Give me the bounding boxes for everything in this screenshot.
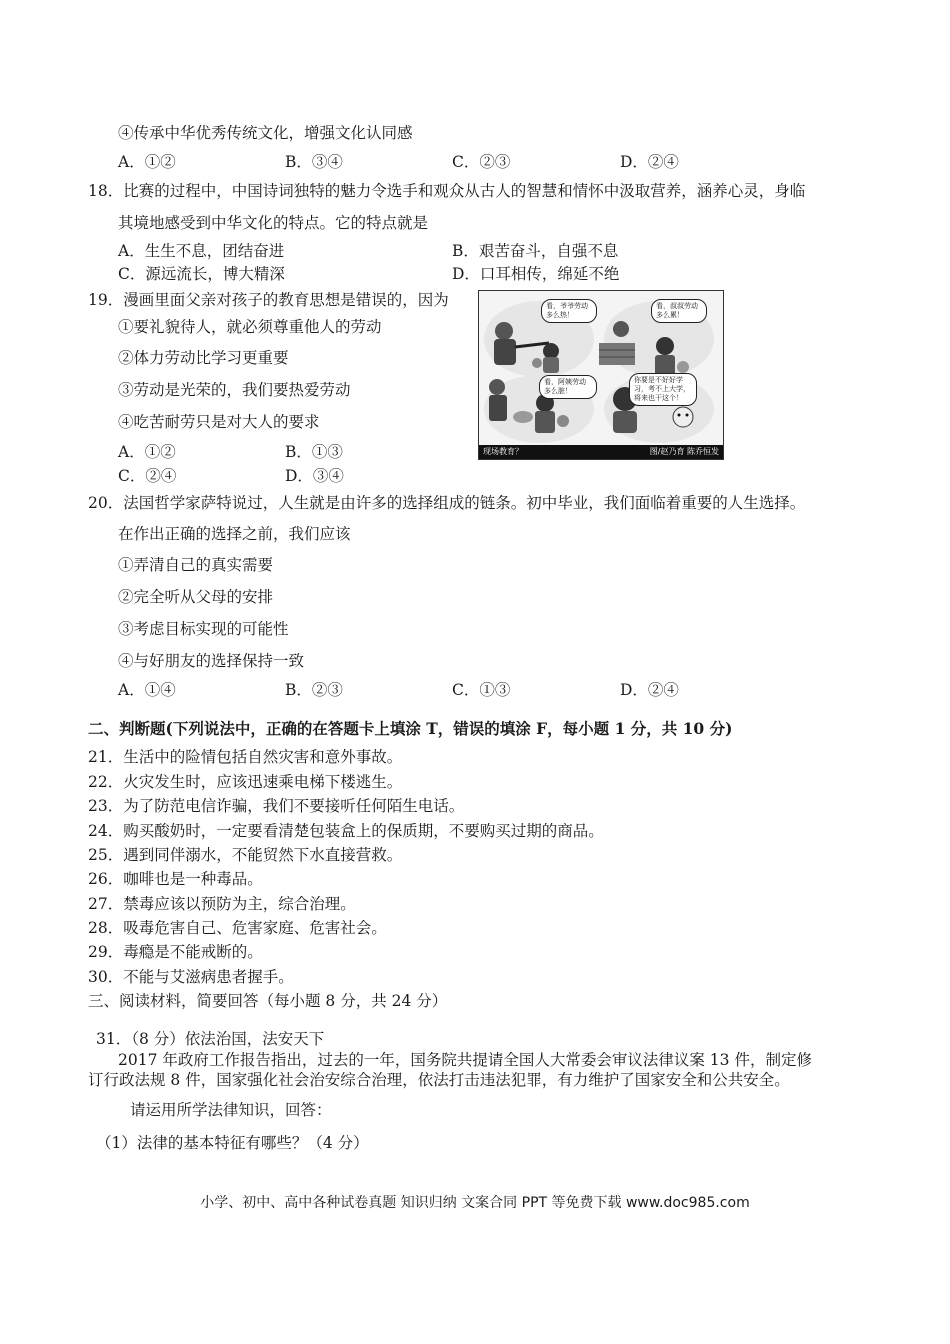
judgment-item-22: 22．火灾发生时，应该迅速乘电梯下楼逃生。 <box>88 773 403 791</box>
q17-option-b: B．③④ <box>285 153 343 171</box>
judgment-item-21: 21．生活中的险情包括自然灾害和意外事故。 <box>88 748 403 766</box>
q19-option-a: A．①② <box>118 443 176 461</box>
section2-heading: 二、判断题(下列说法中，正确的在答题卡上填涂 T，错误的填涂 F，每小题 1 分，共 10 分) <box>88 719 733 738</box>
q20-option-d: D．②④ <box>620 681 679 699</box>
judgment-item-28: 28．吸毒危害自己、危害家庭、危害社会。 <box>88 919 387 937</box>
q19-item-2: ②体力劳动比学习更重要 <box>118 349 289 367</box>
q18-option-a: A．生生不息，团结奋进 <box>118 242 285 260</box>
q17-option-d: D．②④ <box>620 153 679 171</box>
comic-bubble-2: 看，叔叔劳动多么累！ <box>651 299 707 323</box>
q17-option-a: A．①② <box>118 153 176 171</box>
q17-item-4: ④传承中华优秀传统文化，增强文化认同感 <box>118 124 413 142</box>
q19-item-1: ①要礼貌待人，就必须尊重他人的劳动 <box>118 318 382 336</box>
comic-illustration <box>478 290 724 460</box>
comic-bubble-3: 看，阿姨劳动多么脏！ <box>539 375 597 399</box>
q31-subquestion-1: （1）法律的基本特征有哪些？（4 分） <box>96 1134 369 1152</box>
q31-prompt: 请运用所学法律知识，回答： <box>130 1101 332 1119</box>
q20-option-a: A．①④ <box>118 681 176 699</box>
q18-option-c: C．源远流长，博大精深 <box>118 265 285 283</box>
judgment-item-30: 30．不能与艾滋病患者握手。 <box>88 968 294 986</box>
comic-caption-bar <box>479 445 723 459</box>
q31-title: 31．（8 分）依法治国，法安天下 <box>96 1030 325 1048</box>
q19-option-c: C．②④ <box>118 467 177 485</box>
comic-caption-right: 图/赵乃育 陈乔恒发 <box>649 447 719 456</box>
q19-item-3: ③劳动是光荣的，我们要热爱劳动 <box>118 381 351 399</box>
section3-heading: 三、阅读材料，简要回答（每小题 8 分，共 24 分） <box>88 992 448 1010</box>
q20-stem-line2: 在作出正确的选择之前，我们应该 <box>118 525 351 543</box>
q20-item-3: ③考虑目标实现的可能性 <box>118 620 289 638</box>
judgment-item-25: 25．遇到同伴溺水，不能贸然下水直接营救。 <box>88 846 403 864</box>
page-footer: 小学、初中、高中各种试卷真题 知识归纳 文案合同 PPT 等免费下载 www.doc985.com <box>200 1195 750 1211</box>
judgment-item-29: 29．毒瘾是不能戒断的。 <box>88 943 263 961</box>
q19-option-b: B．①③ <box>285 443 343 461</box>
q17-option-c: C．②③ <box>452 153 511 171</box>
q20-stem-line1: 20．法国哲学家萨特说过，人生就是由许多的选择组成的链条。初中毕业，我们面临着重要的人生选择。 <box>88 494 806 512</box>
q20-item-1: ①弄清自己的真实需要 <box>118 556 274 574</box>
q20-option-b: B．②③ <box>285 681 343 699</box>
q31-material-line2: 订行政法规 8 件，国家强化社会治安综合治理，依法打击违法犯罪，有力维护了国家安全和公共安全。 <box>88 1071 790 1089</box>
q18-stem-line2: 其境地感受到中华文化的特点。它的特点就是 <box>118 214 429 232</box>
comic-caption-left: 现场教育？ <box>483 447 523 456</box>
q18-option-b: B．艰苦奋斗，自强不息 <box>452 242 619 260</box>
q19-stem: 19．漫画里面父亲对孩子的教育思想是错误的，因为 <box>88 291 449 309</box>
judgment-item-27: 27．禁毒应该以预防为主，综合治理。 <box>88 895 356 913</box>
q18-stem-line1: 18．比赛的过程中，中国诗词独特的魅力令选手和观众从古人的智慧和情怀中汲取营养，涵养心灵，身临 <box>88 182 806 200</box>
comic-bubble-1: 看，爷爷劳动多么热！ <box>541 299 597 323</box>
q20-item-2: ②完全听从父母的安排 <box>118 588 274 606</box>
q20-item-4: ④与好朋友的选择保持一致 <box>118 652 305 670</box>
q18-option-d: D．口耳相传，绵延不绝 <box>452 265 620 283</box>
comic-bubble-4: 你要是不好好学习，考不上大学，将来也干这个！ <box>629 373 697 406</box>
q31-material-line1: 2017 年政府工作报告指出，过去的一年，国务院共提请全国人大常委会审议法律议案 13 件，制定修 <box>118 1051 812 1069</box>
q19-item-4: ④吃苦耐劳只是对大人的要求 <box>118 413 320 431</box>
q19-option-d: D．③④ <box>285 467 344 485</box>
q20-option-c: C．①③ <box>452 681 511 699</box>
judgment-item-24: 24．购买酸奶时，一定要看清楚包装盒上的保质期，不要购买过期的商品。 <box>88 822 604 840</box>
judgment-item-26: 26．咖啡也是一种毒品。 <box>88 870 263 888</box>
judgment-item-23: 23．为了防范电信诈骗，我们不要接听任何陌生电话。 <box>88 797 465 815</box>
